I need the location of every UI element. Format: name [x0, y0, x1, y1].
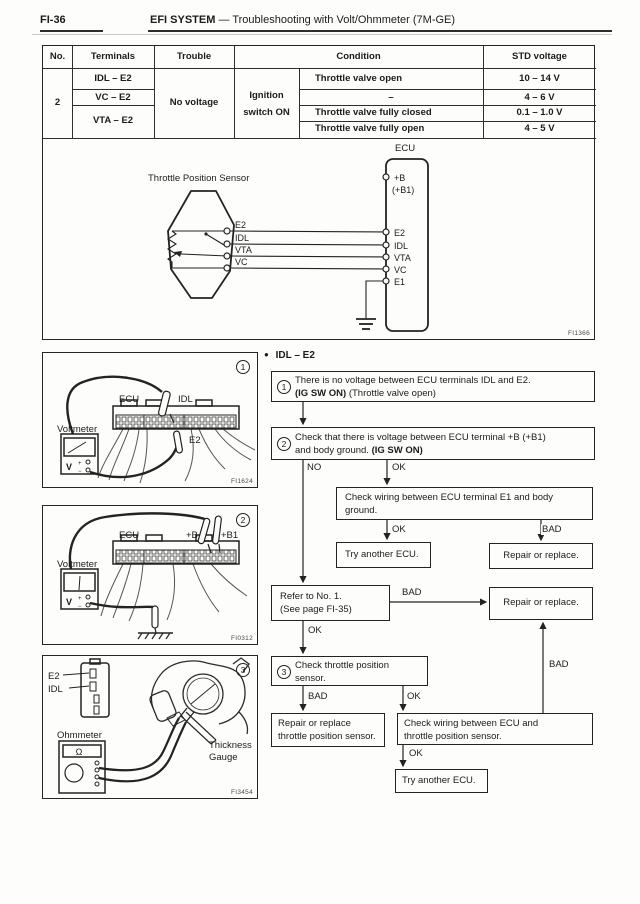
figure-2-number: 2: [236, 513, 250, 527]
figure-code-3: FI3454: [230, 789, 253, 796]
flow-step-2-line1: Check that there is voltage between ECU terminal +B (+B1): [295, 432, 546, 443]
table-line: [299, 105, 596, 106]
sensor-pin-vta: VTA: [235, 245, 252, 255]
flow-label-bad: BAD: [542, 524, 562, 535]
cell-condition-1: Throttle valve open: [315, 73, 403, 84]
flow-step-2-number: 2: [277, 437, 291, 451]
flow-bullet-heading: ● IDL – E2: [264, 350, 315, 361]
fig3-e2-label: E2: [48, 671, 60, 682]
vta-wiper-wire: [181, 254, 227, 256]
table-line: [72, 89, 154, 90]
circuit-diagram: [43, 138, 596, 340]
page-title-subtitle: — Troubleshooting with Volt/Ohmmeter (7M-GE): [218, 14, 456, 26]
figure-code-1: FI1624: [230, 478, 253, 485]
flow-repair-or-replace-1: Repair or replace.: [489, 543, 593, 569]
ecu-pin-e2: E2: [394, 228, 406, 238]
spec-and-circuit-panel: [42, 45, 595, 340]
bullet-icon: ●: [264, 350, 269, 359]
ecu-pin-idl: IDL: [394, 241, 409, 251]
fig3-gauge-label-1: Thickness: [209, 740, 252, 751]
cell-row-no: 2: [54, 97, 61, 108]
table-line: [299, 121, 596, 122]
sensor-pin-idl: IDL: [235, 233, 250, 243]
ecu-pin-vta: VTA: [394, 253, 411, 263]
flow-step-1-line1: There is no voltage between ECU terminals IDL and E2.: [295, 375, 531, 386]
table-line: [43, 68, 596, 69]
figure-code-2: FI0312: [230, 635, 253, 642]
fig1-idl-label: IDL: [178, 394, 193, 405]
cell-trouble: No voltage: [169, 97, 219, 108]
fig3-gauge-label-2: Gauge: [209, 752, 238, 763]
flow-try-another-ecu-1: Try another ECU.: [336, 542, 431, 568]
idl-switch-lever: [206, 234, 224, 245]
fig3-ohmmeter-label: Ohmmeter: [57, 730, 102, 741]
figure-1-drawing: [43, 353, 259, 489]
switch-pivot: [204, 232, 207, 235]
flow-check-wiring-tps: Check wiring between ECU and throttle position sensor.: [397, 713, 593, 745]
flow-step-1: 1 There is no voltage between ECU terminals IDL and E2. (IG SW ON) (Throttle valve open): [271, 371, 595, 402]
pin-grid: [116, 550, 236, 563]
flow-step-2-igsw: (IG SW ON): [371, 445, 423, 456]
col-header-std-voltage: STD voltage: [512, 51, 567, 62]
cell-voltage-3: 0.1 – 1.0 V: [516, 107, 563, 118]
table-line: [299, 68, 300, 138]
probe-1: [158, 391, 171, 417]
flow-label-bad: BAD: [308, 691, 328, 702]
cell-condition-2: –: [388, 92, 394, 103]
probe-lead-2: [90, 438, 179, 477]
ground-probe: [152, 606, 158, 628]
cell-voltage-2: 4 – 6 V: [524, 92, 555, 103]
table-line: [72, 105, 154, 106]
figure-1-number: 1: [236, 360, 250, 374]
fig2-ecu-label: ECU: [119, 530, 140, 541]
sensor-pin-e2: E2: [235, 220, 247, 230]
ecu-label: ECU: [395, 143, 416, 154]
sensor-pin-vc: VC: [235, 257, 248, 267]
flow-label-ok: OK: [409, 748, 423, 759]
figure-3-drawing: [43, 656, 259, 800]
ecu-pin-vc: VC: [394, 265, 407, 275]
flow-check-e1-wiring: Check wiring between ECU terminal E1 and body ground.: [336, 487, 593, 520]
fig2-b1-label: +B1: [221, 530, 239, 541]
cell-terminal-idl-e2: IDL – E2: [94, 73, 132, 84]
fig1-voltmeter-label: Voltmeter: [57, 424, 98, 435]
header-rule-left: [40, 30, 103, 32]
cell-condition-3: Throttle valve fully closed: [315, 107, 432, 118]
flow-step-3-number: 3: [277, 665, 291, 679]
header-rule-main: [148, 30, 612, 32]
ground-symbol: [356, 319, 376, 329]
fig1-e2-label: E2: [189, 435, 201, 446]
flow-label-bad: BAD: [549, 659, 569, 670]
cell-ignition-line2: switch ON: [243, 107, 290, 118]
ecu-pin-b: +B: [394, 173, 406, 183]
cell-terminal-vta-e2: VTA – E2: [92, 115, 134, 126]
ohmmeter-omega-symbol: Ω: [75, 747, 83, 757]
page-code: FI-36: [40, 14, 66, 26]
e1-ground-wire: [366, 281, 383, 319]
col-header-trouble: Trouble: [176, 51, 212, 62]
cell-voltage-1: 10 – 14 V: [519, 73, 560, 84]
figure-1-voltmeter-idl-e2: [42, 352, 258, 488]
sensor-vc-wire: [172, 267, 227, 268]
flow-label-bad: BAD: [402, 587, 422, 598]
fig3-idl-label: IDL: [48, 684, 63, 695]
figure-2-voltmeter-b-ground: [42, 505, 258, 645]
flow-refer-no1: Refer to No. 1. (See page FI-35): [271, 585, 390, 621]
flow-label-ok: OK: [392, 524, 406, 535]
flow-step-1-igsw: (IG SW ON): [295, 388, 347, 399]
flow-label-ok: OK: [392, 462, 406, 473]
header-rule-faint: [32, 34, 612, 35]
col-header-no: No.: [49, 51, 66, 62]
fig2-voltmeter-label: Voltmeter: [57, 559, 98, 570]
voltmeter-plus: +: [78, 461, 82, 467]
flow-step-2: 2 Check that there is voltage between ECU terminal +B (+B1) and body ground. (IG SW ON): [271, 427, 595, 460]
voltmeter-v-label: V: [66, 462, 73, 472]
flow-step-3: 3 Check throttle position sensor.: [271, 656, 428, 686]
voltmeter-plus: +: [78, 596, 82, 602]
voltmeter-v-label: V: [66, 597, 73, 607]
flow-label-no: NO: [307, 462, 322, 473]
ecu-pin-b1: (+B1): [392, 185, 415, 195]
fig1-ecu-label: ECU: [119, 394, 140, 405]
voltmeter-minus: −: [78, 604, 82, 610]
figure-3-ohmmeter-tps: [42, 655, 258, 799]
flow-try-another-ecu-2: Try another ECU.: [395, 769, 488, 793]
flow-label-ok: OK: [308, 625, 322, 636]
figure-2-drawing: [43, 506, 259, 646]
cell-ignition-line1: Ignition: [249, 90, 284, 101]
probe-lead-2: [90, 603, 153, 607]
flow-repair-tps: Repair or replace throttle position sensor.: [271, 713, 385, 747]
cell-condition-4: Throttle valve fully open: [315, 123, 425, 134]
ground-hatch: [138, 633, 173, 639]
col-header-condition: Condition: [336, 51, 381, 62]
cell-voltage-4: 4 – 5 V: [524, 123, 555, 134]
flow-step-1-number: 1: [277, 380, 291, 394]
col-header-terminals: Terminals: [90, 51, 136, 62]
cell-terminal-vc-e2: VC – E2: [95, 92, 131, 103]
page-title: [150, 14, 455, 26]
flow-label-ok: OK: [407, 691, 421, 702]
voltmeter-minus: −: [78, 469, 82, 475]
table-line: [299, 89, 596, 90]
figure-code-circuit: FI1366: [567, 330, 590, 337]
sensor-label: Throttle Position Sensor: [148, 173, 250, 184]
ecu-pin-e1: E1: [394, 277, 406, 287]
flow-repair-or-replace-2: Repair or replace.: [489, 587, 593, 620]
pin-grid: [116, 415, 236, 428]
page-title-section: EFI SYSTEM: [150, 14, 216, 26]
figure-3-number: 3: [236, 663, 250, 677]
fig2-b-label: +B: [186, 530, 198, 541]
